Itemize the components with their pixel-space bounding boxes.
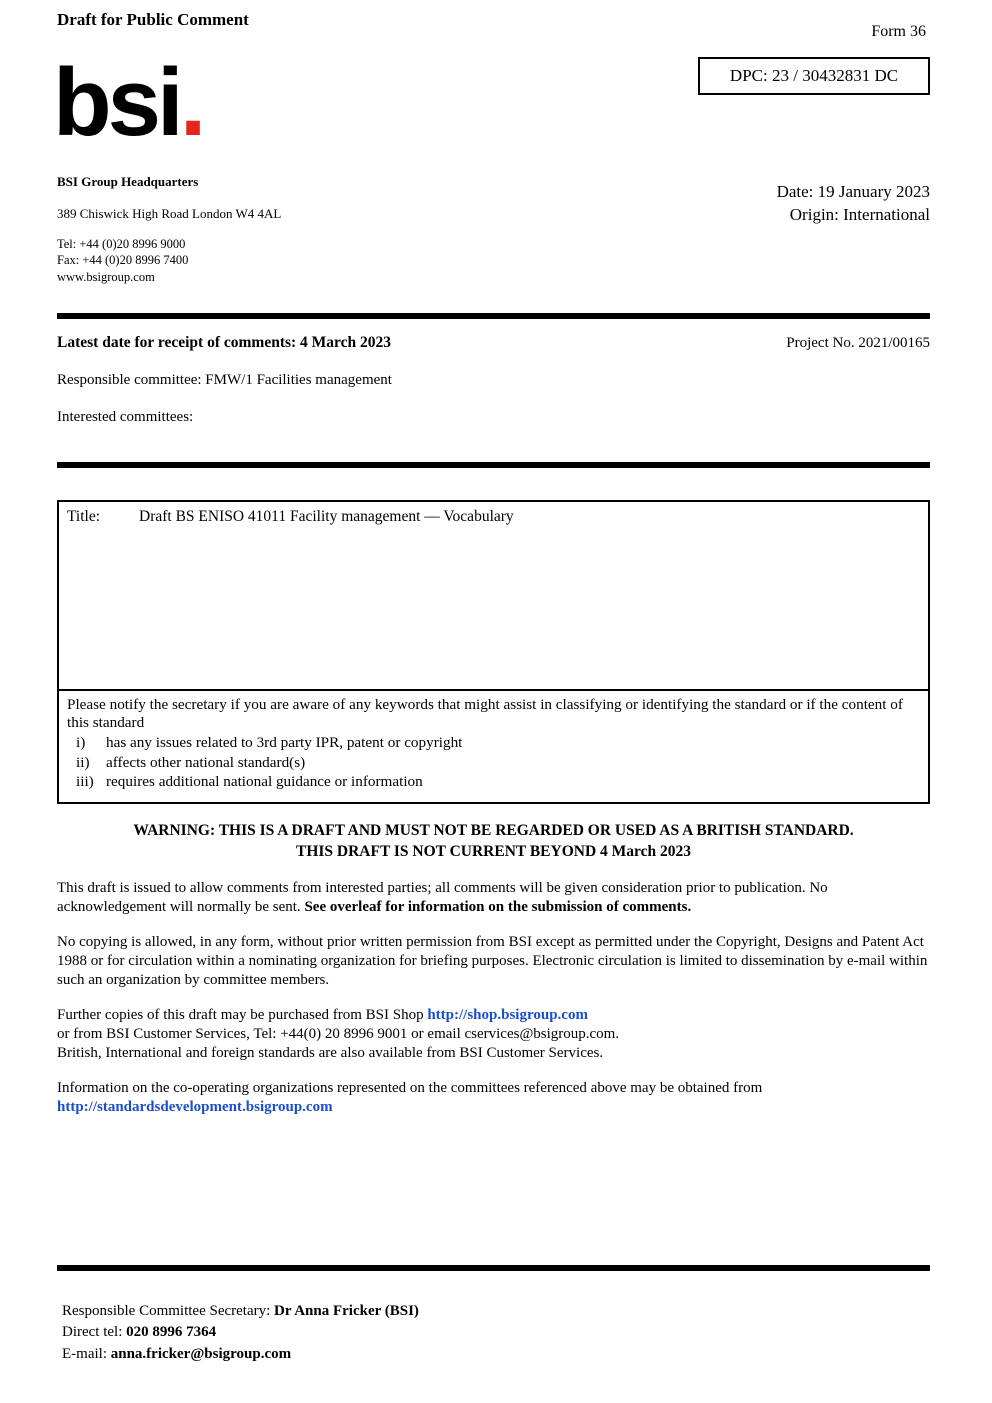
comments-consideration-text: This draft is issued to allow comments from interested parties; all comments will be given consideration prior to publication. No acknowledgement will normally be sent. [57,880,828,916]
keyword-item [67,754,920,773]
purchase-paragraph [57,1006,930,1063]
document-classification: Draft for Public Comment [57,10,249,29]
bsi-logo-text: bsi [53,49,180,156]
direct-tel-line [62,1322,930,1343]
direct-tel-value: 020 8996 7364 [126,1324,217,1341]
project-number: Project No. 2021/00165 [786,334,930,351]
divider-rule-committees [57,462,930,468]
standards-availability-text: British, International and foreign standards are also available from BSI Customer Services. [57,1045,604,1062]
keyword-item-text: requires additional national guidance or information [106,773,423,791]
customer-services-text: or from BSI Customer Services, Tel: +44(0) 20 8996 9001 or email cservices@bsigroup.com. [57,1026,620,1043]
keyword-item [67,734,920,753]
date-line: Date: 19 January 2023 [776,182,930,201]
bsi-logo [53,49,281,156]
website-line: www.bsigroup.com [57,269,155,284]
keyword-item-number: iii) [76,773,94,791]
bsi-logo-dot: . [179,49,203,156]
fax-line: Fax: +44 (0)20 8996 7400 [57,253,189,268]
date-origin-block [698,181,930,227]
comments-consideration-paragraph [57,879,930,917]
direct-tel-label: Direct tel: [62,1324,127,1341]
page-header [57,10,930,41]
flex-spacer [57,1118,930,1266]
title-box [57,500,930,691]
cooperating-organizations-text: Information on the co-operating organizations represented on the committees referenced above may be obtained from [57,1080,763,1097]
form-number: Form 36 [871,23,926,40]
keyword-item-number: i) [76,734,86,752]
secretary-label: Responsible Committee Secretary: [62,1303,275,1320]
headquarters-address: 389 Chiswick High Road London W4 4AL [57,206,282,222]
keywords-intro: Please notify the secretary if you are aware of any keywords that might assist in classifying or identifying the standard or if the content of this standard [67,695,903,732]
title-label: Title: [67,507,101,525]
secretary-name: Dr Anna Fricker (BSI) [274,1303,419,1320]
email-line [62,1344,930,1365]
draft-warning-line2: THIS DRAFT IS NOT CURRENT BEYOND 4 March 2023 [295,843,692,861]
draft-warning-line1: WARNING: THIS IS A DRAFT AND MUST NOT BE REGARDED OR USED AS A BRITISH STANDARD. [133,821,854,839]
keywords-box [57,691,930,804]
contact-details [57,236,281,285]
letterhead-right [698,57,930,285]
cooperating-organizations-paragraph [57,1079,930,1117]
divider-rule-footer [57,1265,930,1271]
interested-committees-line: Interested committees: [57,408,194,425]
letterhead-row [53,49,930,285]
keyword-item-text: has any issues related to 3rd party IPR, patent or copyright [106,734,463,752]
keyword-item [67,773,920,792]
see-overleaf-note: See overleaf for information on the submission of comments. [304,899,692,916]
responsible-committee-line: Responsible committee: FMW/1 Facilities management [57,371,392,388]
draft-warning [57,820,930,863]
standard-title: Draft BS ENISO 41011 Facility management — Vocabulary [139,507,514,525]
dpc-reference-box: DPC: 23 / 30432831 DC [698,57,930,95]
headquarters-title: BSI Group Headquarters [57,174,199,190]
standards-development-link[interactable]: http://standardsdevelopment.bsigroup.com [57,1099,333,1116]
secretary-line [62,1301,930,1322]
origin-line: Origin: International [789,204,930,224]
bsi-shop-link[interactable]: http://shop.bsigroup.com [427,1007,588,1024]
purchase-intro-text: Further copies of this draft may be purchased from BSI Shop [57,1007,428,1024]
secretary-footer [62,1301,930,1403]
keyword-item-number: ii) [76,753,90,771]
email-label: E-mail: [62,1345,111,1362]
keyword-item-text: affects other national standard(s) [106,753,306,771]
telephone-line: Tel: +44 (0)20 8996 9000 [57,237,186,252]
letterhead-left [53,49,282,285]
copyright-paragraph: No copying is allowed, in any form, without prior written permission from BSI except as permitted under the Copyright, Designs and Patent Act 1988 or for circulation within a nominating organization for briefing purposes. Electronic circulation is limited to dissemination by e-mail within such an organization by committee members. [57,934,928,989]
divider-rule-top [57,313,930,319]
comments-deadline-row [57,334,930,352]
email-value: anna.fricker@bsigroup.com [110,1345,292,1362]
latest-comments-date: Latest date for receipt of comments: 4 March 2023 [57,333,392,351]
